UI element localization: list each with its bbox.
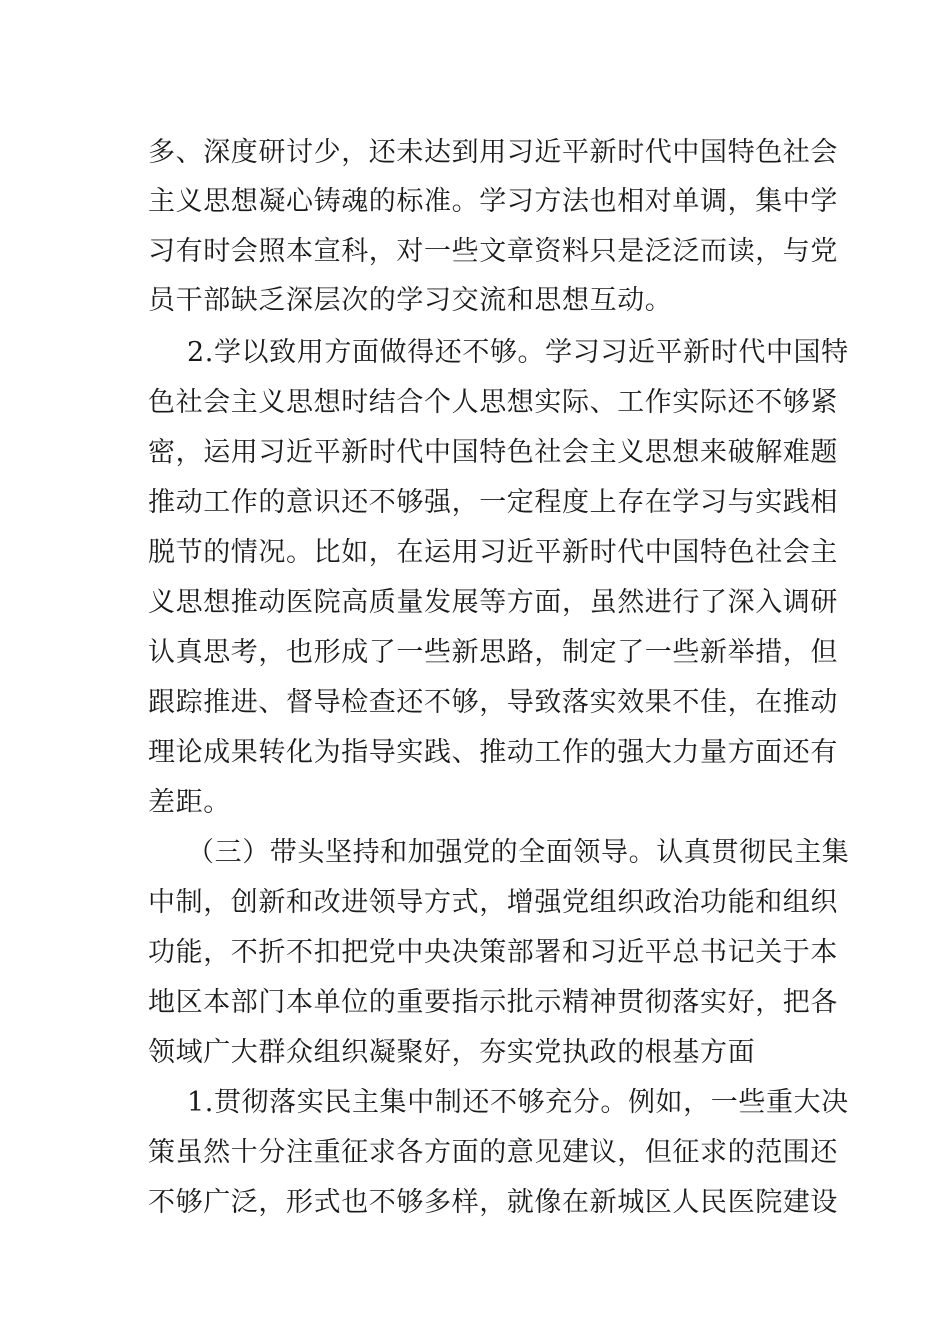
text-line: 多、深度研讨少，还未达到用习近平新时代中国特色社会 <box>148 137 838 168</box>
text-line: 地区本部门本单位的重要指示批示精神贯彻落实好，把各 <box>148 987 838 1018</box>
text-line: 脱节的情况。比如，在运用习近平新时代中国特色社会主 <box>148 537 838 568</box>
text-line: 跟踪推进、督导检查还不够，导致落实效果不佳，在推动 <box>148 687 838 718</box>
paragraph-1-start-line: 1.贯彻落实民主集中制还不够充分。例如，一些重大决 <box>187 1087 849 1118</box>
text-line: 色社会主义思想时结合个人思想实际、工作实际还不够紧 <box>148 387 838 418</box>
text-line: 义思想推动医院高质量发展等方面，虽然进行了深入调研 <box>148 587 838 618</box>
text-line: 领域广大群众组织凝聚好，夯实党执政的根基方面 <box>148 1037 756 1068</box>
text-line: 理论成果转化为指导实践、推动工作的强大力量方面还有 <box>148 737 838 768</box>
text-line: 策虽然十分注重征求各方面的意见建议，但征求的范围还 <box>148 1137 838 1168</box>
text-line: 中制，创新和改进领导方式，增强党组织政治功能和组织 <box>148 887 838 918</box>
text-line: 认真思考，也形成了一些新思路，制定了一些新举措，但 <box>148 637 838 668</box>
section-3-heading-line: （三）带头坚持和加强党的全面领导。认真贯彻民主集 <box>187 837 850 868</box>
text-line: 员干部缺乏深层次的学习交流和思想互动。 <box>148 285 673 316</box>
text-line: 差距。 <box>148 787 231 818</box>
text-line: 不够广泛，形式也不够多样，就像在新城区人民医院建设 <box>148 1187 838 1218</box>
text-line: 主义思想凝心铸魂的标准。学习方法也相对单调，集中学 <box>148 186 838 217</box>
text-line: 密，运用习近平新时代中国特色社会主义思想来破解难题 <box>148 437 838 468</box>
paragraph-2-start-line: 2.学以致用方面做得还不够。学习习近平新时代中国特 <box>187 337 849 368</box>
text-line: 推动工作的意识还不够强，一定程度上存在学习与实践相 <box>148 487 838 518</box>
text-line: 习有时会照本宣科，对一些文章资料只是泛泛而读，与党 <box>148 236 838 267</box>
text-line: 功能，不折不扣把党中央决策部署和习近平总书记关于本 <box>148 937 838 968</box>
